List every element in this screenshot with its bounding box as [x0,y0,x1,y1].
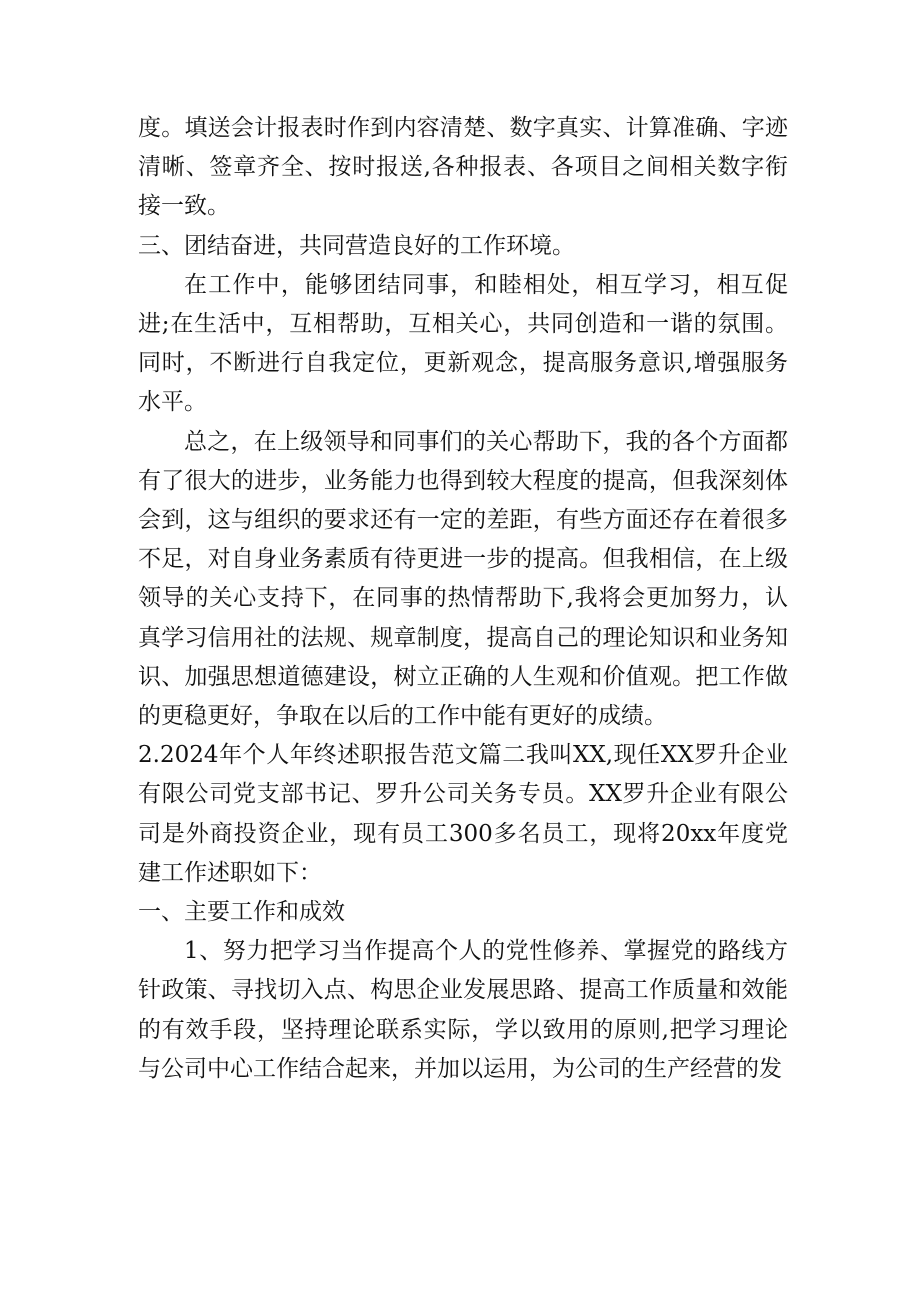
paragraph-study-item-one: 1、努力把学习当作提高个人的党性修养、掌握党的路线方针政策、寻找切入点、构思企业发展思路、提高工作质量和效能的有效手段，坚持理论联系实际，学以致用的原则,把学习理论与公司中心工作结合起来，并加以运用，为公司的生产经营的发 [138,938,788,1082]
paragraph-accounting-reports: 度。填送会计报表时作到内容清楚、数字真实、计算准确、字迹清晰、签章齐全、按时报送,各种报表、各项目之间相关数字衔接一致。 [138,115,788,220]
paragraph-summary: 总之，在上级领导和同事们的关心帮助下，我的各个方面都有了很大的进步，业务能力也得到较大程度的提高，但我深刻体会到，这与组织的要求还有一定的差距，有些方面还存在着很多不足，对自身业务素质有待更进一步的提高。但我相信，在上级领导的关心支持下，在同事的热情帮助下,我将会更加努力，认真学习信用社的法规、规章制度，提高自己的理论知识和业务知识、加强思想道德建设，树立正确的人生观和价值观。把工作做的更稳更好，争取在以后的工作中能有更好的成绩。 [138,428,788,730]
section-heading-main-work: 一、主要工作和成效 [138,899,345,926]
paragraph-teamwork: 在工作中，能够团结同事，和睦相处，相互学习，相互促进;在生活中，互相帮助，互相关心，共同创造和一谐的氛围。同时，不断进行自我定位，更新观念，提高服务意识,增强服务水平。 [138,271,788,416]
paragraph-report-two-intro: 2.2024年个人年终述职报告范文篇二我叫XX,现任XX罗升企业有限公司党支部书记、罗升公司关务专员。XX罗升企业有限公司是外商投资企业，现有员工300多名员工，现将20xx年度党建工作述职如下： [138,742,788,886]
section-heading-unity: 三、团结奋进，共同营造良好的工作环境。 [138,232,575,259]
document-body [138,109,788,1089]
